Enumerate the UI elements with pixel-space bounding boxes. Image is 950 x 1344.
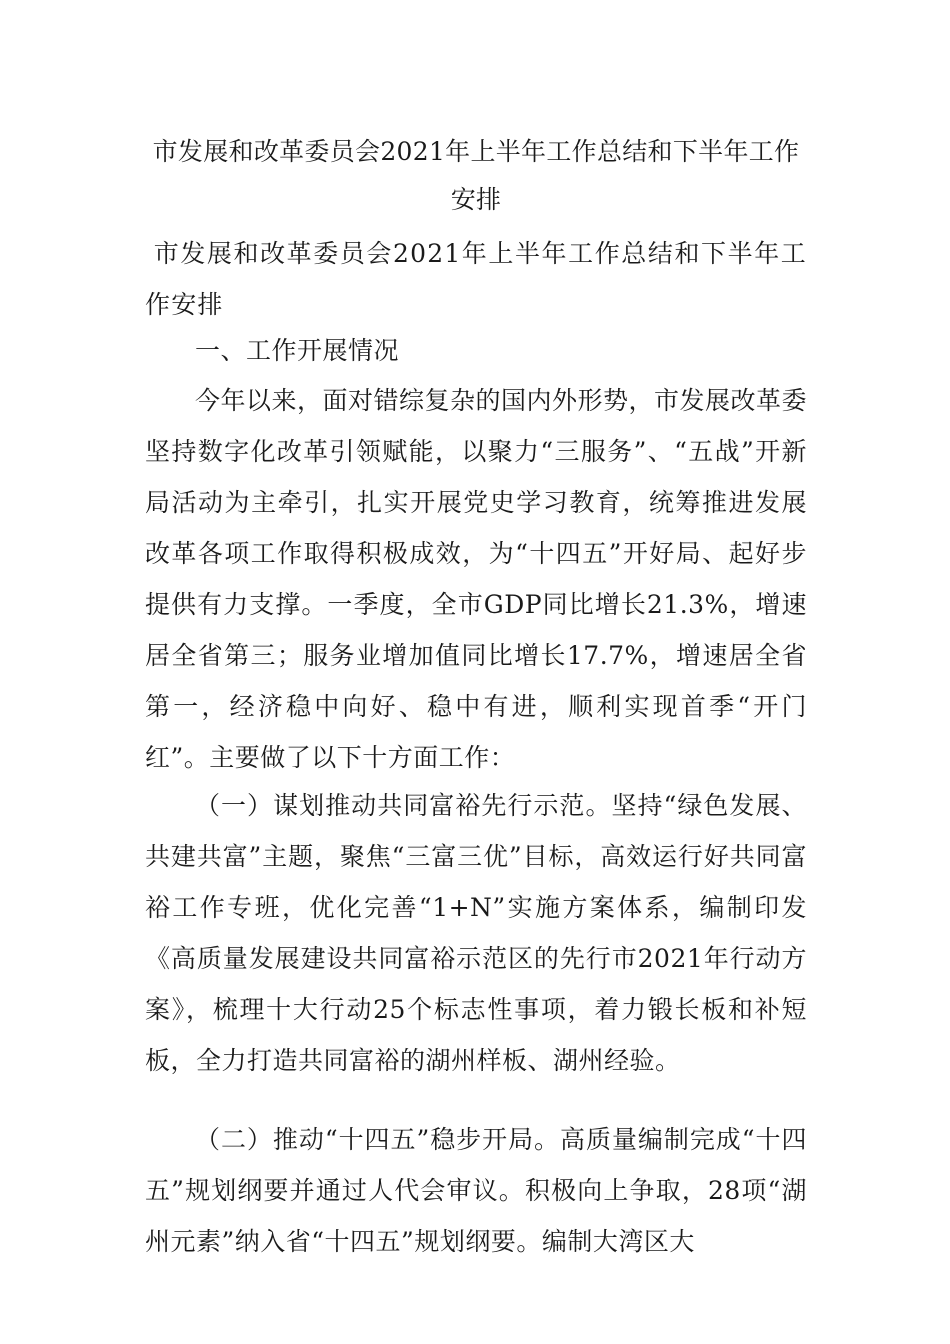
document-title: 市发展和改革委员会2021年上半年工作总结和下半年工作安排 <box>152 137 800 214</box>
paragraph-overview: 今年以来，面对错综复杂的国内外形势，市发展改革委坚持数字化改革引领赋能，以聚力“三服务”、“五战”开新局活动为主牵引，扎实开展党史学习教育，统筹推进发展改革各项工作取得积极成效，为“十四五”开好局、起好步提供有力支撑。一季度，全市GDP同比增长21.3%，增速居全省第三；服务业增加值同比增长17.7%，增速居全省第一，经济稳中向好、稳中有进，顺利实现首季“开门红”。主要做了以下十方面工作： <box>145 386 808 772</box>
paragraph-common-prosperity: （一）谋划推动共同富裕先行示范。坚持“绿色发展、共建共富”主题，聚焦“三富三优”目标，高效运行好共同富裕工作专班，优化完善“1+N”实施方案体系，编制印发《高质量发展建设共同富裕示范区的先行市2021年行动方案》，梳理十大行动25个标志性事项，着力锻长板和补短板，全力打造共同富裕的湖州样板、湖州经验。 <box>145 791 807 1075</box>
paragraph-fourteenth-five-year-plan: （二）推动“十四五”稳步开局。高质量编制完成“十四五”规划纲要并通过人代会审议。积极向上争取，28项“湖州元素”纳入省“十四五”规划纲要。编制大湾区大 <box>145 1125 807 1256</box>
document-subtitle: 市发展和改革委员会2021年上半年工作总结和下半年工作安排 <box>145 239 807 319</box>
section-heading: 一、工作开展情况 <box>195 336 400 365</box>
